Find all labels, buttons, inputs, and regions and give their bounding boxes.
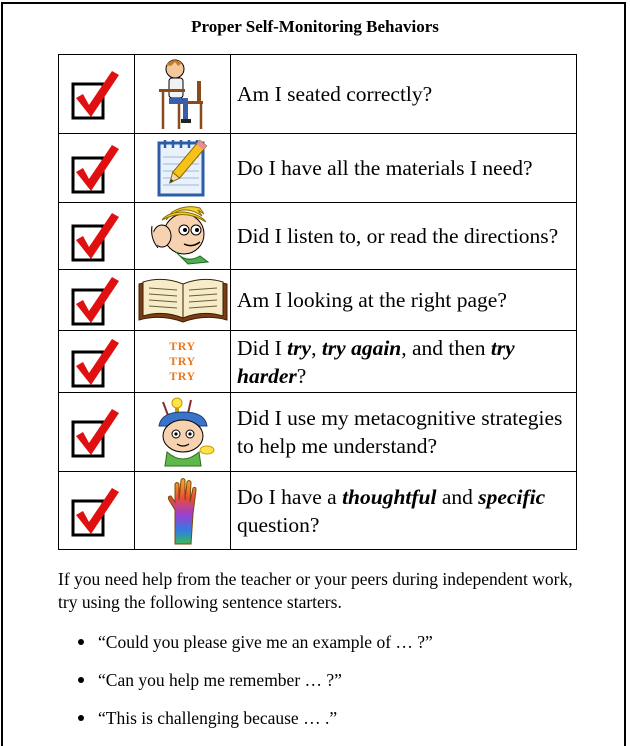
help-paragraph: If you need help from the teacher or your peers during independent work, try using the following sentence starters.	[58, 569, 573, 612]
illustration-cell	[135, 331, 231, 393]
checkbox-cell	[59, 472, 135, 550]
table-row	[59, 203, 577, 270]
emphasized-text: thoughtful	[342, 484, 437, 509]
question-text: Am I seated correctly?	[237, 82, 433, 106]
checkbox-cell	[59, 203, 135, 270]
question-text: Do I have all the materials I need?	[237, 156, 533, 180]
checkbox-cell	[59, 331, 135, 393]
illustration-cell	[135, 134, 231, 203]
question-text: Did I use my metacognitive strategies to help me understand?	[237, 406, 563, 458]
illustration-cell	[135, 472, 231, 550]
raised-hand-icon	[135, 476, 230, 546]
checkmark-icon	[59, 482, 134, 540]
list-item	[58, 630, 578, 668]
illustration-cell	[135, 55, 231, 134]
checkmark-icon	[59, 403, 134, 461]
question-text: and	[436, 484, 479, 509]
list-item	[58, 706, 578, 744]
open-book-icon	[135, 276, 230, 324]
checkbox-cell	[59, 134, 135, 203]
try-word: TRY	[169, 369, 196, 383]
desk-student-icon	[135, 57, 230, 131]
checkmark-icon	[59, 139, 134, 197]
table-row	[59, 331, 577, 393]
starter-text: “Could you please give me an example of … ?”	[98, 632, 433, 652]
bullet-icon	[78, 715, 84, 721]
checkmark-icon	[59, 333, 134, 391]
question-cell	[231, 472, 577, 550]
notepad-pencil-icon	[135, 137, 230, 199]
bullet-icon	[78, 639, 84, 645]
starter-text: “This is challenging because … .”	[98, 708, 338, 728]
try-word: TRY	[169, 354, 196, 368]
checkbox-cell	[59, 393, 135, 472]
try-word: TRY	[169, 339, 196, 353]
checkbox-cell	[59, 55, 135, 134]
page-title: Proper Self-Monitoring Behaviors	[191, 17, 439, 36]
starter-text: “Can you help me remember … ?”	[98, 670, 342, 690]
listening-boy-icon	[135, 206, 230, 266]
table-row	[59, 270, 577, 331]
checkmark-icon	[59, 271, 134, 329]
question-text: Am I looking at the right page?	[237, 288, 507, 312]
question-text: Do I have a	[237, 484, 343, 509]
emphasized-text: specific	[478, 484, 546, 509]
question-text: , and then	[401, 335, 491, 360]
thinking-brain-icon	[135, 396, 230, 468]
self-monitoring-table	[58, 54, 577, 550]
question-text: ?	[296, 363, 307, 388]
question-text: Did I listen to, or read the directions?	[237, 224, 559, 248]
sentence-starters-list	[58, 630, 578, 744]
table-row	[59, 393, 577, 472]
checkmark-icon	[59, 207, 134, 265]
question-text: question?	[237, 512, 320, 537]
checkbox-cell	[59, 270, 135, 331]
checkmark-icon	[59, 65, 134, 123]
question-cell	[231, 393, 577, 472]
emphasized-text: try harder	[237, 335, 515, 388]
question-text: Did I	[237, 335, 288, 360]
question-cell	[231, 270, 577, 331]
question-cell	[231, 55, 577, 134]
question-cell	[231, 203, 577, 270]
list-item	[58, 668, 578, 706]
question-cell	[231, 134, 577, 203]
question-cell	[231, 331, 577, 393]
table-row	[59, 55, 577, 134]
table-row	[59, 472, 577, 550]
illustration-cell	[135, 393, 231, 472]
emphasized-text: try	[287, 335, 312, 360]
bullet-icon	[78, 677, 84, 683]
illustration-cell	[135, 270, 231, 331]
emphasized-text: try again	[321, 335, 402, 360]
table-row	[59, 134, 577, 203]
illustration-cell	[135, 203, 231, 270]
question-text: ,	[311, 335, 322, 360]
try-words-icon	[135, 339, 230, 384]
